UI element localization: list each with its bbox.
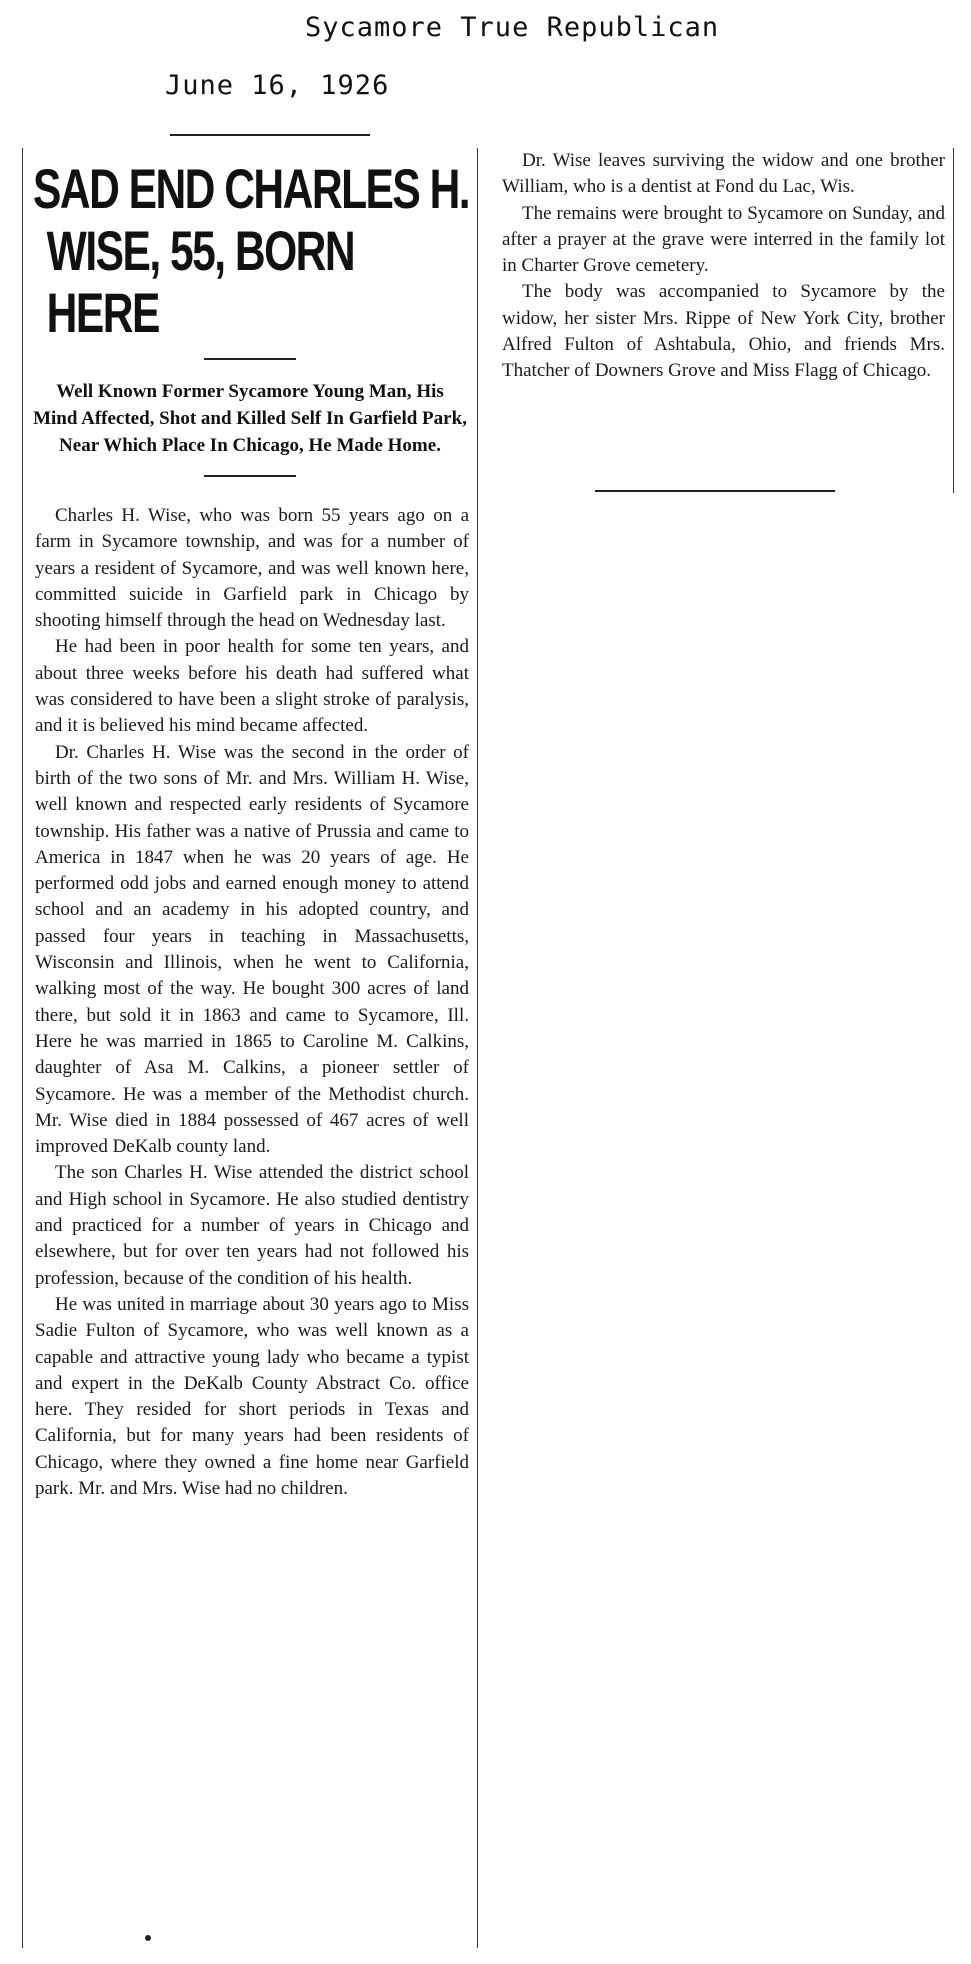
article-column-right: [490, 148, 954, 493]
headline-line-1: SAD END CHARLES H.: [33, 157, 470, 220]
headline-rule: [204, 358, 296, 360]
headline: [33, 158, 474, 344]
ink-speck: [145, 1935, 151, 1941]
deck-subheadline: Well Known Former Sycamore Young Man, His Mind Affected, Shot and Killed Self In Garfield Park, Near Which Place In Chicago, He Made Home.: [33, 381, 467, 456]
paragraph: Dr. Wise leaves surviving the widow and one brother William, who is a dentist at Fond du Lac, Wis.: [502, 150, 945, 198]
article-column-left: [22, 148, 478, 1948]
top-rule: [170, 134, 370, 136]
article-body-right: [502, 148, 945, 385]
end-rule: [595, 490, 835, 492]
publication-name: Sycamore True Republican: [305, 12, 720, 43]
paragraph: He had been in poor health for some ten years, and about three weeks before his death had suffered what was considered to have been a slight stroke of paralysis, and it is believed his mind became affected.: [35, 636, 469, 737]
article-body-left: [35, 503, 469, 1502]
paragraph: The body was accompanied to Sycamore by the widow, her sister Mrs. Rippe of New York City, brother Alfred Fulton of Ashtabula, Ohio, and friends Mrs. Thatcher of Downers Grove and Miss Flagg of Chicago.: [502, 281, 945, 382]
publication-date: June 16, 1926: [165, 70, 390, 101]
paragraph: The remains were brought to Sycamore on Sunday, and after a prayer at the grave were interred in the family lot in Charter Grove cemetery.: [502, 202, 945, 277]
headline-line-2: WISE, 55, BORN HERE: [46, 219, 355, 344]
deck-rule: [204, 475, 296, 477]
paragraph: He was united in marriage about 30 years ago to Miss Sadie Fulton of Sycamore, who was well known as a capable and attractive young lady who became a typist and expert in the DeKalb County Abstract Co. office here. They resided for short periods in Texas and California, but for many years had been residents of Chicago, where they owned a fine home near Garfield park. Mr. and Mrs. Wise had no children.: [35, 1293, 469, 1499]
paragraph: Charles H. Wise, who was born 55 years ago on a farm in Sycamore township, and was for a number of years a resident of Sycamore, and was well known here, committed suicide in Garfield park in Chicago by shooting himself through the head on Wednesday last.: [35, 505, 469, 632]
paragraph: Dr. Charles H. Wise was the second in the order of birth of the two sons of Mr. and Mrs. William H. Wise, well known and respected early residents of Sycamore township. His father was a native of Prussia and came to America in 1847 when he was 20 years of age. He performed odd jobs and earned enough money to attend school and an academy in his adopted country, and passed four years in teaching in Massachusetts, Wisconsin and Illinois, when he went to California, walking most of the way. He bought 300 acres of land there, but sold it in 1863 and came to Sycamore, Ill. Here he was married in 1865 to Caroline M. Calkins, daughter of Asa M. Calkins, a pioneer settler of Sycamore. He was a member of the Methodist church. Mr. Wise died in 1884 possessed of 467 acres of well improved DeKalb county land.: [35, 741, 469, 1158]
paragraph: The son Charles H. Wise attended the district school and High school in Sycamore. He also studied dentistry and practiced for a number of years in Chicago and elsewhere, but for over ten years had not followed his profession, because of the condition of his health.: [35, 1162, 469, 1289]
